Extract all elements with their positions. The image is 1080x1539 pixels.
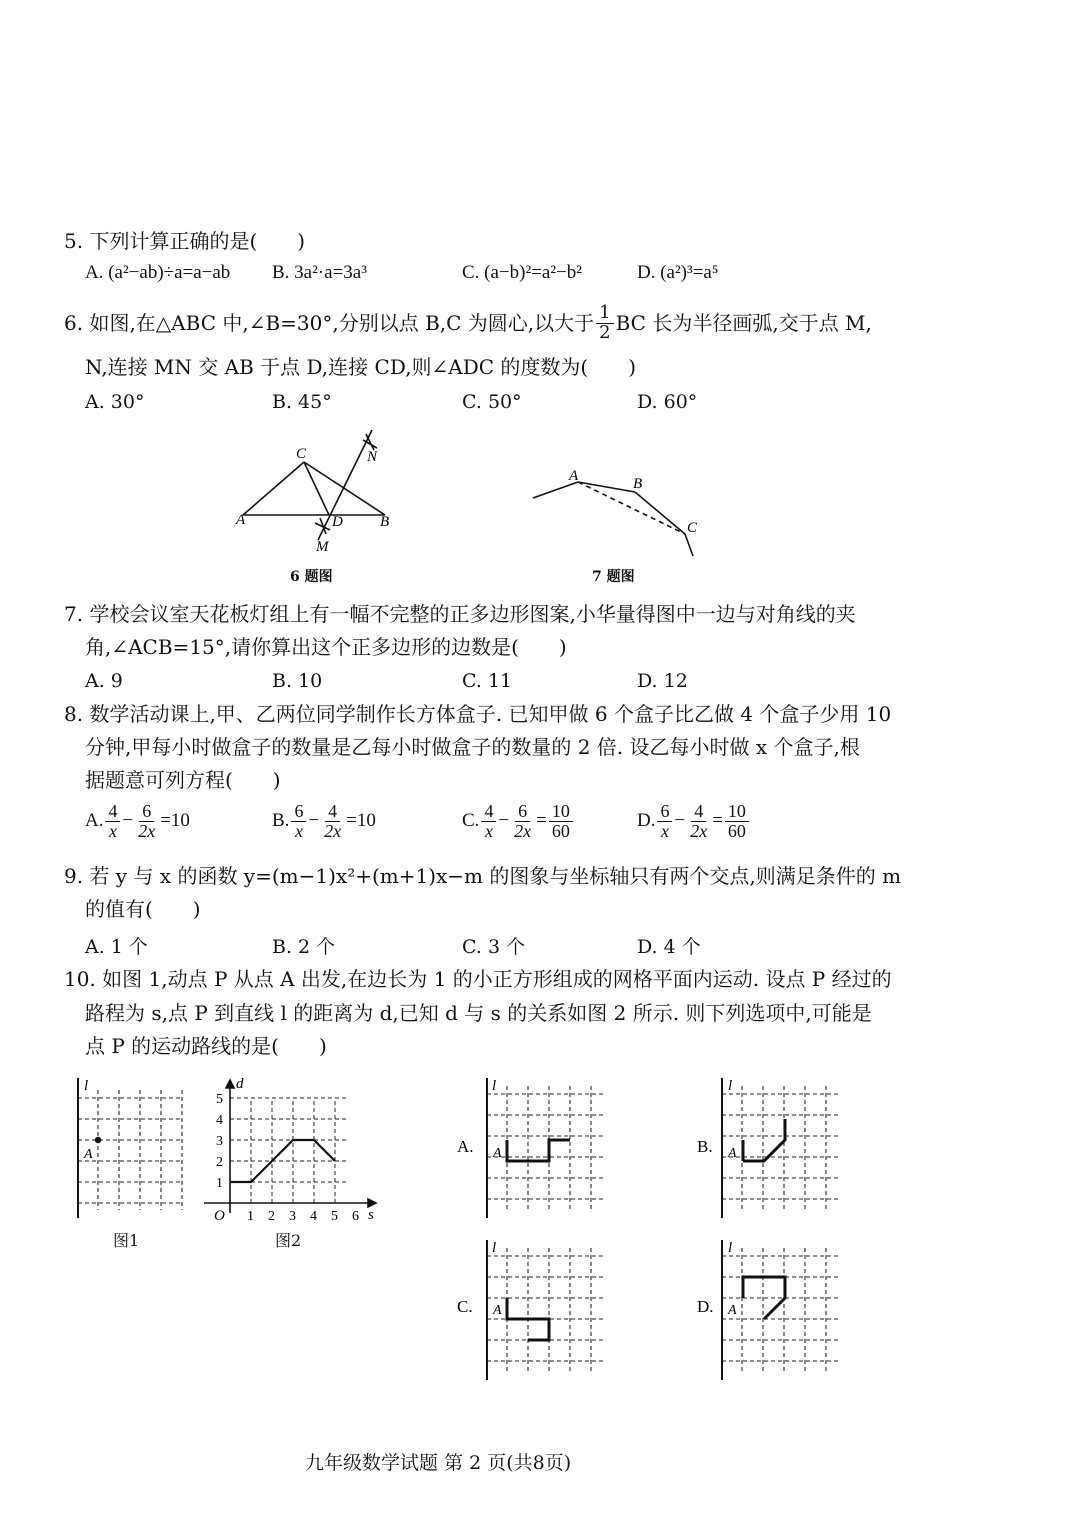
q10-option-d-label: D.	[697, 1297, 714, 1316]
graph-x-tick-6: 6	[352, 1209, 359, 1224]
q10-option-d-a-label: A	[728, 1303, 737, 1318]
q6-option-d: D. 60°	[637, 391, 698, 413]
q6-label-a: A	[236, 512, 246, 528]
q10-option-c-a-label: A	[493, 1303, 502, 1318]
q8-b-num1: 6	[291, 802, 306, 822]
q8-a-num1: 4	[105, 802, 120, 822]
q8-d-label: D.	[637, 810, 656, 832]
q6-half-den: 2	[599, 321, 611, 343]
q10-option-c-figure	[455, 1232, 605, 1382]
q10-fig1-caption: 图1	[113, 1231, 140, 1250]
q6-label-m: M	[316, 539, 329, 555]
q6-label-c: C	[296, 446, 307, 462]
q9-option-a: A. 1 个	[85, 936, 148, 958]
q6-half-fraction	[596, 304, 613, 343]
q10-option-b-l-label: l	[728, 1078, 733, 1094]
q8-b-num2: 4	[325, 802, 340, 822]
q7-edge-right	[685, 534, 693, 556]
q8-stem-line1: 8. 数学活动课上,甲、乙两位同学制作长方体盒子. 已知甲做 6 个盒子比乙做 4 个盒子少用 10	[64, 702, 892, 726]
q6-figure	[220, 420, 420, 560]
q7-label-a: A	[569, 468, 579, 484]
q10-stem-line1: 10. 如图 1,动点 P 从点 A 出发,在边长为 1 的小正方形组成的网格平面内运动. 设点 P 经过的	[64, 967, 892, 991]
q10-fig1-l-label: l	[84, 1078, 89, 1094]
q6-arc-n	[363, 434, 377, 450]
q8-c-den2: 2x	[514, 820, 532, 841]
graph-y-tick-5: 5	[216, 1092, 223, 1107]
graph-y-arrow	[226, 1080, 234, 1088]
q7-label-c: C	[687, 520, 698, 536]
q8-a-minus: −	[122, 810, 134, 832]
q8-d-den1: x	[660, 820, 669, 841]
q8-c-rden: 60	[551, 820, 570, 841]
q10-option-d-l-label: l	[728, 1240, 733, 1256]
q7-option-c: C. 11	[462, 670, 513, 692]
q10-option-a-grid	[487, 1086, 604, 1209]
q8-c-label: C.	[462, 810, 480, 832]
graph-x-tick-3: 3	[289, 1209, 296, 1224]
q10-option-a-path	[507, 1140, 570, 1161]
q10-fig1-a-label: A	[84, 1147, 93, 1162]
q8-d-rden: 60	[727, 820, 746, 841]
q10-option-a-label: A.	[457, 1137, 474, 1156]
q8-c-num2: 6	[515, 802, 530, 822]
q7-option-d: D. 12	[637, 670, 688, 692]
q8-b-den2: 2x	[324, 820, 342, 841]
q8-option-d	[637, 802, 751, 841]
graph-x-tick-5: 5	[331, 1209, 338, 1224]
q8-d-num2: 4	[691, 802, 706, 822]
q8-d-eq: =	[712, 810, 723, 832]
q10-option-a-figure	[455, 1070, 605, 1220]
q10-fig1-grid	[78, 1090, 182, 1210]
q10-option-b-figure	[695, 1070, 845, 1220]
q10-stem-line3: 点 P 的运动路线的是( )	[85, 1034, 327, 1058]
graph-y-tick-2: 2	[216, 1155, 223, 1170]
q8-b-den1: x	[294, 820, 303, 841]
q10-option-a-l-label: l	[492, 1078, 497, 1094]
q8-d-rnum: 10	[725, 802, 749, 822]
q7-label-b: B	[633, 476, 643, 492]
q10-figure1	[70, 1070, 190, 1220]
q10-option-c-label: C.	[457, 1297, 473, 1316]
q8-a-num2: 6	[139, 802, 154, 822]
q6-stem-line2: N,连接 MN 交 AB 于点 D,连接 CD,则∠ADC 的度数为( )	[85, 355, 637, 379]
q9-option-c: C. 3 个	[462, 936, 526, 958]
q8-c-den1: x	[484, 820, 493, 841]
q5-option-c: C. (a−b)²=a²−b²	[462, 262, 582, 283]
graph-y-tick-3: 3	[216, 1134, 223, 1149]
q6-stem-line1	[64, 304, 872, 343]
q6-label-n: N	[367, 449, 378, 465]
q6-segment-ac	[243, 462, 304, 515]
q5-option-b: B. 3a²·a=3a³	[272, 262, 367, 283]
q8-option-c	[462, 802, 575, 841]
q10-graph-y-label: d	[236, 1076, 244, 1092]
q6-label-d: D	[332, 514, 343, 530]
page-footer: 九年级数学试题 第 2 页(共8页)	[305, 1452, 572, 1474]
q7-option-a: A. 9	[85, 670, 123, 692]
q10-option-b-a-label: A	[728, 1146, 737, 1161]
q10-graph-x-label: s	[368, 1207, 374, 1223]
q8-c-rnum: 10	[549, 802, 573, 822]
q10-stem-line2: 路程为 s,点 P 到直线 l 的距离为 d,已知 d 与 s 的关系如图 2 所示. 则下列选项中,可能是	[85, 1001, 872, 1025]
q10-option-d-grid	[722, 1248, 839, 1371]
q7-stem-line2: 角,∠ACB=15°,请你算出这个正多边形的边数是( )	[85, 635, 567, 659]
q9-stem-line1: 9. 若 y 与 x 的函数 y=(m−1)x²+(m+1)x−m 的图象与坐标轴只有两个交点,则满足条件的 m	[64, 864, 902, 888]
q10-fig2-caption: 图2	[275, 1231, 302, 1250]
q10-option-b-grid	[722, 1086, 839, 1209]
q6-option-b: B. 45°	[272, 391, 332, 413]
q7-option-b: B. 10	[272, 670, 323, 692]
q8-a-den2: 2x	[138, 820, 156, 841]
q6-label-b: B	[380, 514, 390, 530]
q8-d-num1: 6	[657, 802, 672, 822]
q8-c-num1: 4	[481, 802, 496, 822]
q9-option-d: D. 4 个	[637, 936, 701, 958]
q8-c-eq: =	[536, 810, 547, 832]
q8-a-rhs: =10	[160, 810, 190, 832]
q8-option-a	[85, 802, 190, 841]
q10-graph-origin-label: O	[214, 1208, 225, 1224]
q10-option-c-grid	[487, 1248, 604, 1371]
graph-x-arrow	[368, 1199, 376, 1207]
q10-option-d-figure	[695, 1232, 845, 1382]
q10-figure2-graph	[200, 1065, 385, 1230]
q8-a-den1: x	[108, 820, 117, 841]
graph-y-tick-1: 1	[216, 1176, 223, 1191]
q10-option-c-l-label: l	[492, 1240, 497, 1256]
q10-fig1-point-a	[95, 1137, 101, 1143]
q8-d-minus: −	[674, 810, 686, 832]
graph-x-tick-2: 2	[268, 1209, 275, 1224]
q8-b-minus: −	[308, 810, 320, 832]
q8-option-b	[272, 802, 376, 841]
q6-figure-caption: 6 题图	[290, 569, 333, 585]
q8-c-minus: −	[498, 810, 510, 832]
q6-option-c: C. 50°	[462, 391, 522, 413]
q8-b-label: B.	[272, 810, 290, 832]
q10-option-a-a-label: A	[493, 1146, 502, 1161]
q7-edge-bc	[635, 492, 685, 534]
q5-option-a: A. (a²−ab)÷a=a−ab	[85, 262, 231, 283]
q6-stem-part1: 6. 如图,在△ABC 中,∠B=30°,分别以点 B,C 为圆心,以大于	[64, 311, 595, 336]
q8-stem-line3: 据题意可列方程( )	[85, 768, 281, 792]
graph-x-tick-1: 1	[247, 1209, 254, 1224]
q6-half-num: 1	[596, 304, 613, 324]
q6-option-a: A. 30°	[85, 391, 145, 413]
q5-option-d: D. (a²)³=a⁵	[637, 262, 719, 283]
q5-stem: 5. 下列计算正确的是( )	[64, 229, 306, 253]
q6-line-mn	[318, 430, 372, 540]
q8-d-den2: 2x	[690, 820, 708, 841]
q9-stem-line2: 的值有( )	[85, 897, 201, 921]
q7-stem-line1: 7. 学校会议室天花板灯组上有一幅不完整的正多边形图案,小华量得图中一边与对角线的夹	[64, 602, 856, 626]
q7-figure-caption: 7 题图	[592, 569, 635, 585]
q10-option-b-path	[743, 1119, 785, 1161]
q9-option-b: B. 2 个	[272, 936, 336, 958]
q10-option-b-label: B.	[697, 1137, 713, 1156]
graph-y-tick-4: 4	[216, 1113, 223, 1128]
q8-stem-line2: 分钟,甲每小时做盒子的数量是乙每小时做盒子的数量的 2 倍. 设乙每小时做 x 个盒子,根	[85, 735, 860, 759]
q6-stem-part2: BC 长为半径画弧,交于点 M,	[615, 311, 872, 336]
graph-x-tick-4: 4	[310, 1209, 317, 1224]
q8-b-rhs: =10	[346, 810, 376, 832]
q7-edge-left	[533, 482, 578, 498]
q7-figure	[525, 460, 715, 570]
q7-diagonal-ac	[578, 482, 685, 534]
q8-a-label: A.	[85, 810, 104, 832]
